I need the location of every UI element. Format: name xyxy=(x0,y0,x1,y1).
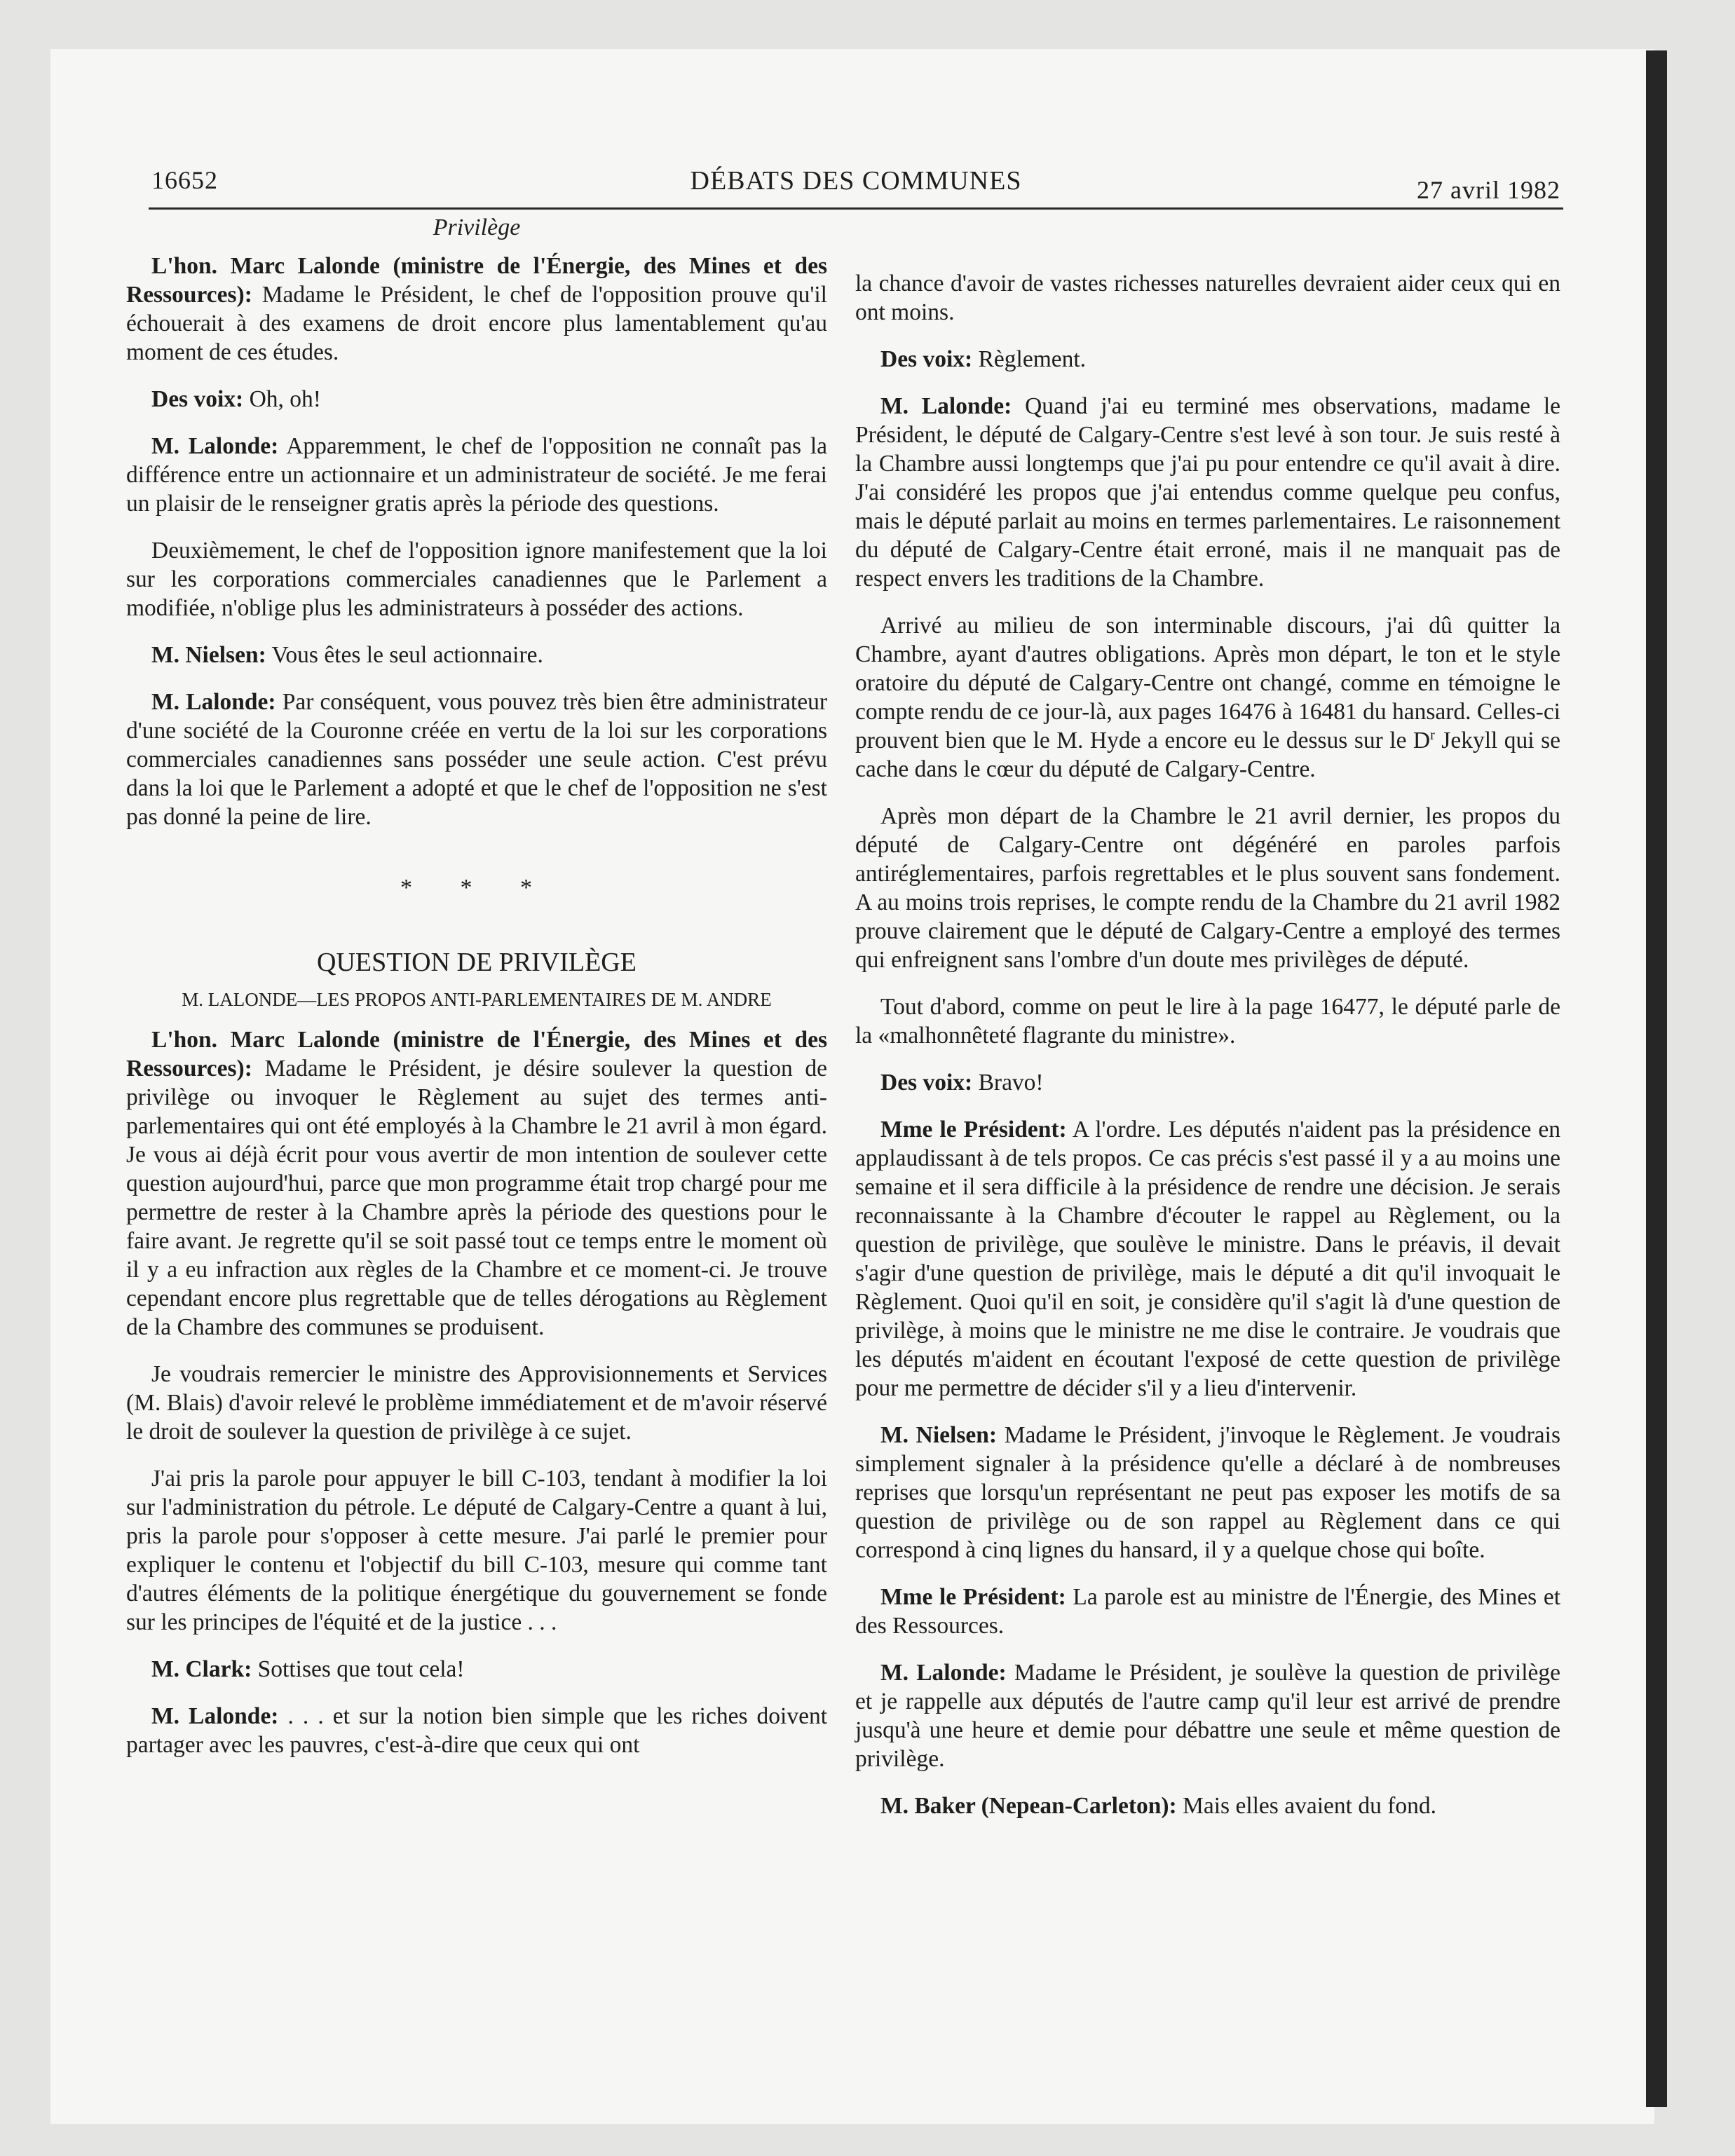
speaker-name: M. Nielsen: xyxy=(880,1422,998,1448)
speech-text: Par conséquent, vous pouvez très bien être administrateur d'une société de la Couronne créée en vertu de la loi sur les corporations commerciales canadiennes sans posséder une seule action. C'est prévu dans la loi que le Parlement a adopté et que le chef de l'opposition ne s'est pas donné la peine de lire. xyxy=(126,689,828,830)
paragraph xyxy=(855,1421,1560,1564)
left-column xyxy=(126,213,827,1778)
speaker-name: M. Lalonde: xyxy=(151,433,279,459)
speech-text: Quand j'ai eu terminé mes observations, madame le Président, le député de Calgary-Centre s'est levé à son tour. Je suis resté à la Chambre aussi longtemps que j'ai pu pour entendre ce qu'il avait à dire. J'ai considéré les propos que j'ai entendus comme quelque peu confus, mais le député parlait au moins en termes parlementaires. Le raisonnement du député de Calgary-Centre était erroné, mais il ne manquait pas de respect envers les traditions de la Chambre. xyxy=(855,393,1561,592)
speech-text: Tout d'abord, comme on peut le lire à la page 16477, le député parle de la «malhonnêteté flagrante du ministre». xyxy=(855,994,1560,1049)
binding-edge xyxy=(1646,50,1667,2107)
paragraph xyxy=(126,385,827,414)
page-number: 16652 xyxy=(151,166,218,194)
paragraph xyxy=(855,802,1560,974)
paragraph xyxy=(855,1658,1560,1773)
speaker-name: Mme le Président: xyxy=(880,1584,1066,1610)
paragraph xyxy=(855,992,1560,1050)
speaker-name: M. Nielsen: xyxy=(151,642,266,668)
speaker-name: M. Lalonde: xyxy=(880,393,1012,419)
paragraph xyxy=(855,392,1560,593)
running-header xyxy=(149,163,1563,210)
speech-text: Je voudrais remercier le ministre des Approvisionnements et Services (M. Blais) d'avoir relevé le problème immédiatement et de m'avoir réservé le droit de soulever la question de privilège à ce sujet. xyxy=(126,1361,827,1445)
speaker-name: Des voix: xyxy=(880,346,973,372)
speech-text-continued: Jekyll qui se cache dans le cœur du député de Calgary-Centre. xyxy=(855,728,1561,782)
speech-text: Madame le Président, je soulève la question de privilège et je rappelle aux députés de l'autre camp qu'il leur est arrivé de prendre jusqu'à une heure et demie pour débattre une seule et même question de privilège. xyxy=(855,1660,1560,1772)
section-label: Privilège xyxy=(433,214,521,240)
speech-text: Bravo! xyxy=(978,1070,1044,1096)
speech-text: A l'ordre. Les députés n'aident pas la présidence en applaudissant à de tels propos. Ce cas précis s'est passé il y a au moins une semaine et il sera difficile à la présidence de rendre une décision. Je serais reconnaissante à la Chambre d'écouter le rappel au Règlement, ou la question de privilège, que soulève le ministre. Dans le préavis, il devait s'agir d'une question de privilège, mais le député a dit qu'il invoquait le Règlement. Quoi qu'il en soit, je considère qu'il s'agit là d'une question de privilège, à moins que le ministre ne me dise le contraire. Je voudrais que les députés m'aident en écoutant l'exposé de cette question de privilège pour me permettre de décider s'il y a lieu d'intervenir. xyxy=(855,1117,1560,1401)
speech-text: la chance d'avoir de vastes richesses naturelles devraient aider ceux qui en ont moins. xyxy=(855,271,1560,325)
paragraph xyxy=(855,1792,1560,1820)
paragraph xyxy=(126,688,827,831)
speech-text: Apparemment, le chef de l'opposition ne connaît pas la différence entre un actionnaire et un administrateur de société. Je me ferai un plaisir de le renseigner gratis après la période des questions. xyxy=(126,433,828,517)
speaker-name: M. Lalonde: xyxy=(880,1660,1007,1686)
paragraph xyxy=(855,1583,1560,1640)
speech-text: Après mon départ de la Chambre le 21 avril dernier, les propos du député de Calgary-Centre ont dégénéré en paroles parfois antiréglementaires, parfois regrettables et le plus souvent sans fondement. A au moins trois reprises, le compte rendu de la Chambre du 21 avril 1982 prouve clairement que le député de Calgary-Centre a employé des termes qui enfreignent sans l'ombre d'un doute mes privilèges de député. xyxy=(855,803,1560,973)
question-subtitle: M. LALONDE—LES PROPOS ANTI-PARLEMENTAIRES DE M. ANDRE xyxy=(182,989,772,1010)
paragraph xyxy=(126,1025,827,1342)
speaker-name: M. Lalonde: xyxy=(151,689,276,715)
speech-text: Oh, oh! xyxy=(249,386,321,412)
right-column xyxy=(855,269,1560,1838)
paragraph xyxy=(126,536,827,622)
speaker-name: M. Baker (Nepean-Carleton): xyxy=(880,1793,1177,1819)
issue-date: 27 avril 1982 xyxy=(1417,176,1560,204)
speaker-name: M. Lalonde: xyxy=(151,1703,279,1729)
paragraph xyxy=(126,1655,827,1684)
paragraph xyxy=(855,1115,1560,1403)
paragraph xyxy=(855,345,1560,374)
speaker-name: Des voix: xyxy=(151,386,244,412)
speech-text: Deuxièmement, le chef de l'opposition ignore manifestement que la loi sur les corporations commerciales canadiennes que le Parlement a modifiée, n'oblige plus les administrateurs à posséder des actions. xyxy=(126,538,827,621)
speaker-name: M. Clark: xyxy=(151,1656,252,1682)
speaker-name: L'hon. Marc Lalonde (ministre de l'Énergie, des Mines et des Ressources): xyxy=(126,1027,827,1082)
paragraph xyxy=(126,1360,827,1446)
paragraph xyxy=(126,252,827,367)
publication-title: DÉBATS DES COMMUNES xyxy=(690,166,1022,196)
speech-text: Sottises que tout cela! xyxy=(257,1656,465,1682)
paragraph xyxy=(126,641,827,669)
section-separator: * * * xyxy=(400,875,553,901)
speech-text: Arrivé au milieu de son interminable discours, j'ai dû quitter la Chambre, ayant d'autres obligations. Après mon départ, le ton et le style oratoire du député de Calgary-Centre ont changé, comme en témoigne le compte rendu de ce jour-là, aux pages 16476 à 16481 du hansard. Celles-ci prouvent bien que le M. Hyde a encore eu le dessus sur le D xyxy=(855,613,1560,753)
speaker-name: L'hon. Marc Lalonde (ministre de l'Énergie, des Mines et des Ressources): xyxy=(126,253,827,308)
paragraph xyxy=(126,1464,827,1637)
paragraph xyxy=(855,1068,1560,1097)
speech-text: J'ai pris la parole pour appuyer le bill C-103, tendant à modifier la loi sur l'administration du pétrole. Le député de Calgary-Centre a quant à lui, pris la parole pour s'opposer à cette mesure. J'ai parlé le premier pour expliquer le contenu et l'objectif du bill C-103, mesure qui comme tant d'autres éléments de la politique énergétique du gouvernement se fonde sur les principes de l'équité et de la justice . . . xyxy=(126,1466,827,1635)
speech-text: Règlement. xyxy=(978,346,1087,372)
speaker-name: Mme le Président: xyxy=(880,1117,1067,1142)
superscript: r xyxy=(1430,727,1435,743)
speech-text: La parole est au ministre de l'Énergie, des Mines et des Ressources. xyxy=(855,1584,1560,1639)
speech-text: Madame le Président, le chef de l'opposition prouve qu'il échouerait à des examens de droit encore plus lamentablement qu'au moment de ces études. xyxy=(126,282,827,365)
paragraph xyxy=(126,1702,827,1759)
speech-text: Vous êtes le seul actionnaire. xyxy=(271,642,543,668)
speech-text: . . . et sur la notion bien simple que les riches doivent partager avec les pauvres, c'est-à-dire que ceux qui ont xyxy=(126,1703,828,1758)
speech-text: Madame le Président, je désire soulever la question de privilège ou invoquer le Règlement au sujet des termes anti-parlementaires qui ont été employés à la Chambre le 21 avril à mon égard. Je vous ai déjà écrit pour vous avertir de mon intention de soulever cette question aujourd'hui, parce que mon programme était trop chargé pour me permettre de rester à la Chambre après la période des questions pour le faire avant. Je regrette qu'il se soit passé tout ce temps entre le moment où il y a eu infraction aux règles de la Chambre et ce moment-ci. Je trouve cependant encore plus regrettable que de telles dérogations au Règlement de la Chambre des communes se produisent. xyxy=(126,1056,827,1340)
paragraph xyxy=(126,432,827,518)
speech-text: Mais elles avaient du fond. xyxy=(1183,1793,1436,1819)
speech-text: Madame le Président, j'invoque le Règlement. Je voudrais simplement signaler à la présidence qu'elle a déclaré à de nombreuses reprises que lorsqu'un représentant ne peut pas exposer les motifs de sa question de privilège ou de son rappel au Règlement dans ce qui correspond à cinq lignes du hansard, il y a quelque chose qui boîte. xyxy=(855,1422,1560,1563)
question-title: QUESTION DE PRIVILÈGE xyxy=(317,948,637,977)
speaker-name: Des voix: xyxy=(880,1070,973,1096)
paragraph-continuation xyxy=(855,269,1560,327)
paragraph xyxy=(855,611,1560,784)
